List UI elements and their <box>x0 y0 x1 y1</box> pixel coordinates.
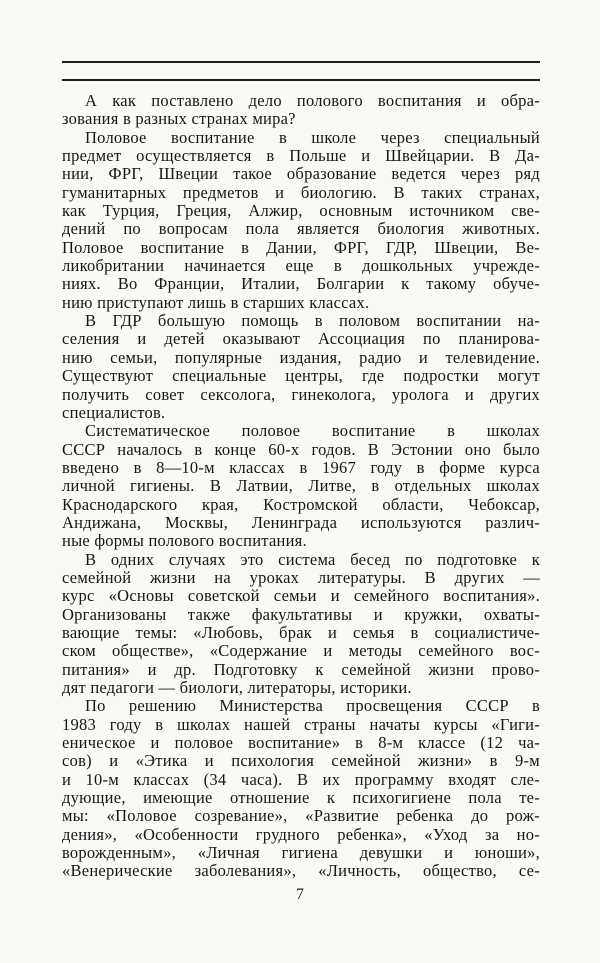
text-line: нию приступают лишь в старших классах. <box>62 292 370 312</box>
page-number: 7 <box>296 886 304 903</box>
text-line: ворожденным», «Личная гигиена девушки и юноши», <box>62 843 540 863</box>
text-line: По решению Министерства просвещения СССР в <box>85 696 540 716</box>
text-line: Половое воспитание в школе через специальный <box>85 127 540 147</box>
text-line: предмет осуществляется в Польше и Швейцарии. В Да- <box>62 146 540 166</box>
text-line: «Венерические заболевания», «Личность, общество, се- <box>62 861 540 881</box>
text-line: мы: «Половое созревание», «Развитие ребенка до рож- <box>62 806 540 826</box>
paragraph <box>62 422 540 550</box>
text-line: введено в 8—10-м классах в 1967 году в форме курса <box>62 457 540 477</box>
text-line: дующие, имеющие отношение к психогигиене пола те- <box>62 788 540 808</box>
text-line: нию семьи, популярные издания, радио и телевидение. <box>62 347 540 367</box>
text-line: ниях. Во Франции, Италии, Болгарии к такому обуче- <box>62 274 540 294</box>
paragraph <box>62 551 540 698</box>
text-line: как Турция, Греция, Алжир, основным источником све- <box>62 201 540 221</box>
text-line: Существуют специальные центры, где подростки могут <box>62 366 540 386</box>
text-line: селения и детей оказывают Ассоциация по планирова- <box>62 329 540 349</box>
text-line: Андижана, Москвы, Ленинграда используются различ- <box>62 512 540 532</box>
body-text <box>62 92 540 881</box>
text-line: получить совет сексолога, гинеколога, уролога и других <box>62 384 540 404</box>
text-line: вающие темы: «Любовь, брак и семья в социалистиче- <box>62 622 540 642</box>
text-line: дений по вопросам пола является биология животных. <box>62 219 540 239</box>
text-line: еническое и половое воспитание» в 8-м классе (12 ча- <box>62 733 540 753</box>
paragraph <box>62 129 540 312</box>
text-line: ные формы полового воспитания. <box>62 531 307 551</box>
paragraph <box>62 697 540 880</box>
text-line: Половое воспитание в Дании, ФРГ, ГДР, Швеции, Ве- <box>62 237 540 257</box>
text-line: дят педагоги — биологи, литераторы, историки. <box>62 678 412 697</box>
text-line: личной гигиены. В Латвии, Литве, в отдельных школах <box>62 476 540 496</box>
text-line: В ГДР большую помощь в половом воспитании на- <box>85 311 540 331</box>
text-line: гуманитарных предметов и биологию. В таких странах, <box>62 182 540 202</box>
text-line: и 10-м классах (34 часа). В их программу входят сле- <box>62 769 540 789</box>
text-line: Организованы также факультативы и кружки, охваты- <box>62 604 540 624</box>
text-line: зования в разных странах мира? <box>62 109 296 129</box>
paragraph <box>62 92 540 129</box>
text-line: ликобритании начинается еще в дошкольных учрежде- <box>62 256 540 276</box>
text-line: А как поставлено дело полового воспитания и обра- <box>85 91 540 110</box>
text-line: нии, ФРГ, Швеции такое образование ведется через ряд <box>62 164 540 184</box>
text-line: В одних случаях это система бесед по подготовке к <box>85 549 540 569</box>
text-line: Краснодарского края, Костромской области, Чебоксар, <box>62 494 540 514</box>
paragraph <box>62 312 540 422</box>
text-line: семейной жизни на уроках литературы. В других — <box>62 567 540 587</box>
header-rule-bottom <box>62 79 540 81</box>
text-line: питания» и др. Подготовку к семейной жизни прово- <box>62 659 540 679</box>
text-line: курс «Основы советской семьи и семейного воспитания». <box>62 586 540 606</box>
text-line: специалистов. <box>62 402 166 422</box>
text-line: сов) и «Этика и психология семейной жизни» в 9-м <box>62 751 540 771</box>
text-line: СССР началось в конце 60-х годов. В Эстонии оно было <box>62 439 540 459</box>
text-line: Систематическое половое воспитание в школах <box>85 421 540 441</box>
header-rule-top <box>62 61 540 63</box>
text-line: ском обществе», «Содержание и методы семейного вос- <box>62 641 540 661</box>
text-line: 1983 году в школах нашей страны начаты курсы «Гиги- <box>62 714 540 734</box>
text-line: дения», «Особенности грудного ребенка», «Уход за но- <box>62 824 540 844</box>
